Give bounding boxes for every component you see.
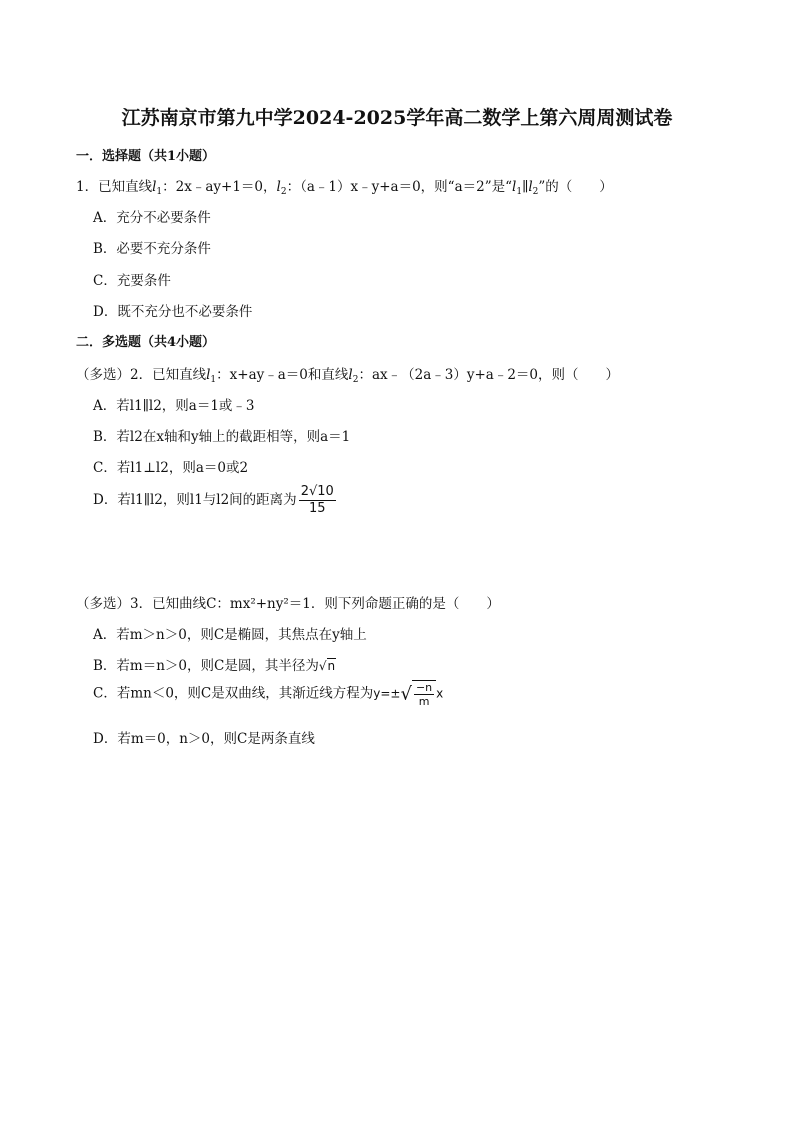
question-1-option-d: D．既不充分也不必要条件 (93, 304, 253, 320)
question-2-stem: （多选）2．已知直线$l_1$：x+ay﹣a＝0和直线$l_2$：ax﹣（2a﹣3）y+a﹣2＝0，则（ ） (76, 367, 620, 385)
question-1-stem: 1．已知直线$l_1$：2x﹣ay+1＝0，$l_2$：（a﹣1）x﹣y+a＝0，则“a＝2”是“$l_1\parallel l_2$”的（ ） (76, 179, 613, 197)
question-3-option-d: D．若m＝0，n＞0，则C是两条直线 (93, 731, 315, 747)
question-3-option-b: B．若m＝n＞0，则C是圆，其半径为√n (93, 658, 336, 674)
question-2-option-d: D．若l1∥l2，则l1与l2间的距离为 $\frac{2√10}{15}$ (93, 484, 334, 516)
question-3-stem: （多选）3．已知曲线C：mx²+ny²＝1．则下列命题正确的是（ ） (76, 596, 500, 612)
question-1-option-c: C．充要条件 (93, 273, 171, 289)
question-2-option-b: B．若l2在x轴和y轴上的截距相等，则a＝1 (93, 429, 351, 445)
section-heading-single-choice: 一．选择题（共1小题） (76, 149, 216, 164)
question-2-option-a: A．若l1∥l2，则a＝1或﹣3 (93, 398, 255, 414)
question-3-option-c: C．若mn＜0，则C是双曲线，其渐近线方程为y=±√ $\frac{-n}{m}$ x (93, 681, 444, 708)
distance-fraction: $\frac{2√10}{15}$ (300, 484, 334, 516)
question-3-option-a: A．若m＞n＞0，则C是椭圆，其焦点在y轴上 (93, 627, 367, 643)
section-heading-multi-choice: 二．多选题（共4小题） (76, 335, 216, 350)
page-title: 江苏南京市第九中学2024-2025学年高二数学上第六周周测试卷 (121, 107, 673, 129)
question-1-option-b: B．必要不充分条件 (93, 241, 211, 257)
question-2-option-c: C．若l1⊥l2，则a＝0或2 (93, 460, 249, 476)
question-1-option-a: A．充分不必要条件 (93, 210, 211, 226)
